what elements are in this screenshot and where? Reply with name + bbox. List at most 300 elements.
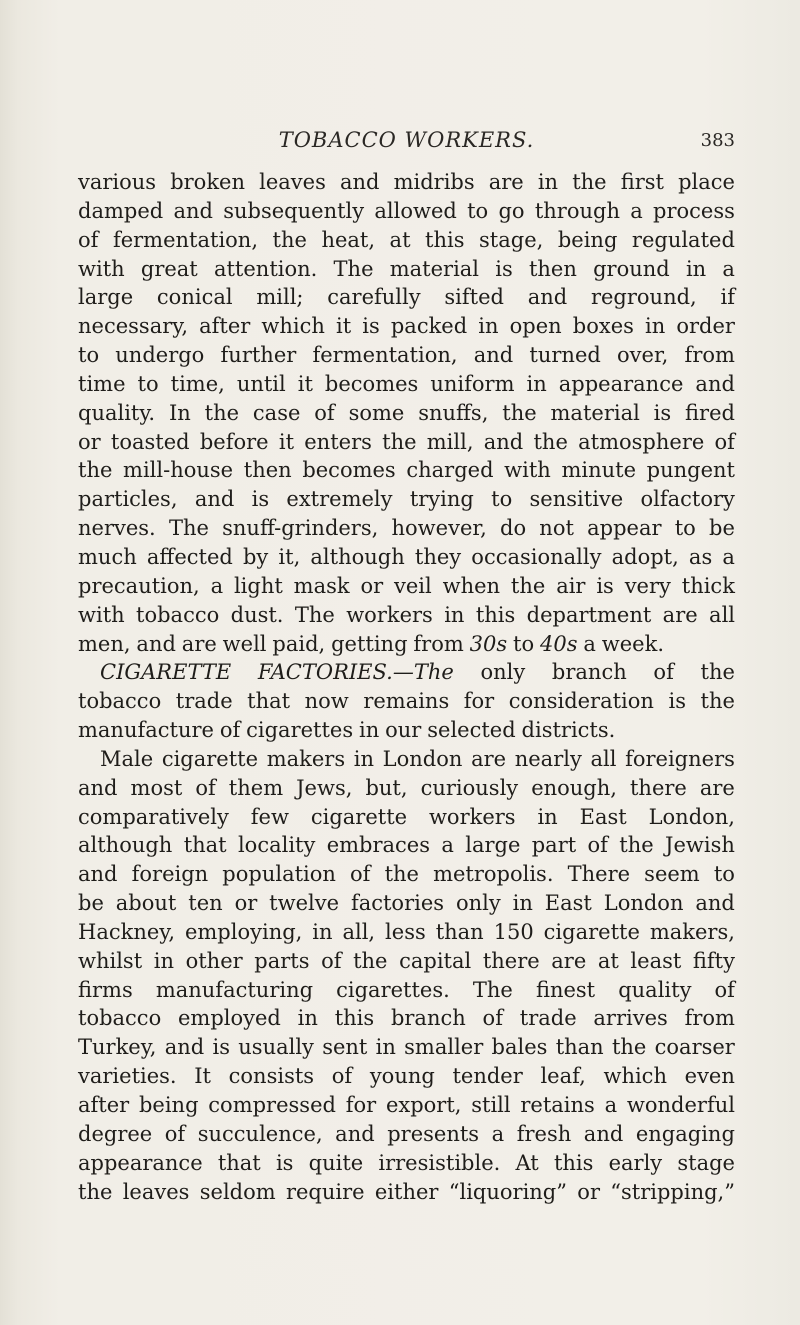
word: stage, (479, 227, 544, 252)
word: however, (391, 516, 487, 541)
word: open (509, 314, 562, 339)
word: a (583, 631, 596, 656)
word: employing, (184, 919, 303, 944)
word: quite (308, 1150, 364, 1175)
word: workers (346, 602, 433, 627)
word: tender (452, 1064, 523, 1089)
word: with (504, 458, 551, 483)
word: at (597, 948, 619, 973)
word: this (553, 1150, 594, 1175)
word: of (714, 429, 735, 454)
word: “stripping,” (610, 1179, 735, 1204)
word: irresistible. (378, 1150, 501, 1175)
word: trade (175, 689, 233, 714)
word: employed (178, 1006, 281, 1031)
word: olfactory (640, 487, 735, 512)
text-line (78, 774, 735, 803)
word: remains (363, 689, 450, 714)
word: after (78, 1093, 130, 1117)
word: finest (535, 977, 596, 1002)
word: men, (78, 631, 131, 656)
page-header (78, 128, 735, 160)
word: from (413, 631, 464, 656)
word: cigarette (161, 746, 259, 771)
word: much (78, 544, 137, 569)
text-line (78, 976, 735, 1005)
word: are (551, 948, 587, 973)
word: veil (394, 573, 432, 598)
word: occasionally (471, 544, 602, 569)
word: with (78, 602, 125, 627)
word: air (556, 573, 586, 598)
word: the (510, 573, 546, 598)
word: the (78, 1179, 113, 1204)
word: curiously (420, 775, 519, 800)
word: seem (644, 862, 700, 887)
text-line (78, 803, 735, 832)
word: the (700, 689, 735, 714)
word: is (653, 400, 672, 425)
word: a (604, 1093, 618, 1117)
word: and (695, 891, 735, 916)
word: fermentation, (112, 227, 258, 252)
word: The (168, 516, 209, 541)
text-line (78, 543, 735, 572)
word: but, (365, 775, 408, 800)
word: of (350, 862, 371, 887)
word: is (212, 1035, 231, 1060)
word: in (444, 602, 465, 627)
word: subsequently (223, 198, 365, 223)
word: nearly (514, 746, 582, 771)
word: either (374, 1179, 439, 1204)
word: fermentation, (312, 343, 458, 368)
word: paid, (272, 631, 326, 656)
word: mill; (256, 285, 304, 310)
word: pungent (646, 458, 735, 483)
word: in (153, 948, 174, 973)
word: and (473, 343, 514, 368)
text-line (78, 572, 735, 601)
word: are (181, 631, 217, 656)
word: first (620, 170, 664, 194)
word: selected (427, 718, 516, 743)
word: to (674, 516, 696, 541)
word: Hackney, (78, 919, 176, 944)
word: to (78, 343, 100, 368)
word: the (502, 400, 537, 425)
word: in (312, 919, 333, 944)
word: all, (342, 919, 376, 944)
word: necessary, (78, 314, 189, 339)
word: in (375, 1035, 396, 1060)
text-line (78, 456, 735, 485)
word: East (579, 804, 627, 829)
word: tobacco (78, 689, 162, 714)
word: The (294, 602, 335, 627)
word: to (467, 198, 489, 223)
word: tobacco (78, 1006, 162, 1031)
word: material (550, 400, 640, 425)
word: Jews, (296, 775, 353, 800)
word: fifty (692, 948, 735, 973)
word: 40s (539, 631, 578, 656)
word: capital (399, 948, 472, 973)
text-line (78, 197, 735, 226)
word: adopt, (611, 544, 679, 569)
word: to (491, 487, 513, 512)
word: other (185, 948, 243, 973)
word: consideration (508, 689, 654, 714)
word: usually (238, 1035, 314, 1060)
word: our (385, 718, 422, 743)
word: It (194, 1064, 211, 1089)
text-line (78, 1004, 735, 1033)
word: reground, (590, 285, 697, 310)
word: boxes (572, 314, 634, 339)
word: turned (529, 343, 601, 368)
word: place (678, 170, 735, 194)
word: the (353, 948, 388, 973)
word: bales (491, 1035, 548, 1060)
word: about (115, 891, 177, 916)
word: that (183, 833, 227, 858)
word: only (480, 660, 526, 685)
word: the (611, 1035, 647, 1060)
word: this (475, 602, 516, 627)
word: the (204, 400, 240, 425)
word: large (78, 285, 134, 310)
word: fired (685, 400, 735, 425)
word: in (645, 314, 666, 339)
word: retains (520, 1093, 595, 1117)
word: ten (188, 891, 223, 916)
word: if (720, 285, 735, 310)
word: to (137, 371, 159, 396)
word: makers (266, 746, 346, 771)
text-line (78, 716, 735, 745)
word: in (685, 256, 707, 281)
word: cigarettes (246, 718, 354, 743)
word: some (348, 400, 405, 425)
word: do (500, 516, 527, 541)
running-title: TOBACCO WORKERS. (278, 128, 535, 152)
word: least (630, 948, 682, 973)
word: degree (78, 1121, 153, 1146)
word: less (385, 919, 426, 944)
word: damped (78, 198, 164, 223)
word: are (488, 170, 524, 194)
word: at (389, 227, 411, 252)
word: There (567, 862, 631, 887)
word: time, (170, 371, 225, 396)
word: branch (390, 1006, 466, 1031)
word: trade (519, 1006, 577, 1031)
word: quality (618, 977, 692, 1002)
word: of (78, 227, 99, 252)
word: snuff-grinders, (222, 516, 379, 541)
word: all (709, 602, 735, 627)
word: coarser (654, 1035, 735, 1060)
word: part (531, 833, 577, 858)
word: Jewish (665, 833, 735, 858)
word: toasted (110, 429, 190, 454)
word: of (653, 660, 674, 685)
word: through (534, 198, 620, 223)
word: mill-house (123, 458, 234, 483)
word: 150 (493, 919, 534, 944)
word: of (164, 1121, 186, 1146)
word: and (695, 371, 735, 396)
word: presents (387, 1121, 480, 1146)
word: fresh (516, 1121, 572, 1146)
word: large (465, 833, 521, 858)
word: now (304, 689, 349, 714)
text-line (78, 918, 735, 947)
word: consists (228, 1064, 315, 1089)
word: quality. (78, 400, 156, 425)
word: until (236, 371, 286, 396)
word: than (555, 1035, 604, 1060)
word: in (297, 1006, 318, 1031)
word: than (435, 919, 484, 944)
word: 30s (469, 631, 508, 656)
word: from (684, 343, 735, 368)
word: branch (551, 660, 627, 685)
word: CIGARETTE (100, 660, 232, 685)
word: of (321, 948, 342, 973)
word: it, (278, 544, 301, 569)
word: compressed (208, 1093, 336, 1117)
word: manufacturing (155, 977, 314, 1002)
word: in (478, 314, 499, 339)
word: and (335, 1121, 375, 1146)
word: over, (617, 343, 669, 368)
text-line (78, 687, 735, 716)
word: getting (331, 631, 408, 656)
word: midribs (393, 170, 475, 194)
word: a (441, 833, 454, 858)
word: London, (648, 804, 735, 829)
word: cigarette (310, 804, 408, 829)
word: and (173, 198, 213, 223)
word: only (455, 891, 501, 916)
word: atmosphere (578, 429, 705, 454)
word: this (334, 1006, 375, 1031)
word: in (537, 170, 559, 194)
word: succulence, (197, 1121, 323, 1146)
word: districts. (521, 718, 616, 743)
word: snuffs, (418, 400, 489, 425)
word: dust. (230, 602, 284, 627)
word: for (463, 689, 495, 714)
word: from (684, 1006, 735, 1031)
word: a (722, 544, 735, 569)
text-line (78, 485, 735, 514)
word: of (219, 718, 241, 743)
word: leaf, (540, 1064, 586, 1089)
word: broken (170, 170, 246, 194)
word: in (526, 371, 547, 396)
word: The (472, 977, 513, 1002)
word: be (709, 516, 735, 541)
word: of (482, 1006, 503, 1031)
word: becomes (302, 458, 396, 483)
text-line (78, 1149, 735, 1178)
word: are (471, 746, 507, 771)
word: it (297, 371, 313, 396)
word: or (78, 429, 101, 454)
word: twelve (269, 891, 340, 916)
text-line (78, 255, 735, 284)
word: and (78, 862, 118, 887)
word: before (199, 429, 269, 454)
word: sent (322, 1035, 368, 1060)
word: engaging (635, 1121, 735, 1146)
word: in (359, 718, 380, 743)
word: light (233, 573, 283, 598)
word: makers, (649, 919, 735, 944)
word: workers (428, 804, 516, 829)
word: regulated (631, 227, 735, 252)
word: varieties. (78, 1064, 177, 1089)
word: case (252, 400, 301, 425)
word: department (526, 602, 652, 627)
word: mill, (426, 429, 474, 454)
word: sifted (444, 285, 504, 310)
word: great (140, 256, 198, 281)
word: nerves. (78, 516, 156, 541)
word: is (596, 573, 614, 598)
word: to (513, 631, 535, 656)
word: cigarette (543, 919, 640, 944)
word: then (243, 458, 292, 483)
text-line (78, 341, 735, 370)
word: it (278, 429, 295, 454)
word: and (527, 285, 568, 310)
text-line (78, 283, 735, 312)
word: metropolis. (433, 862, 554, 887)
word: although (78, 833, 173, 858)
word: and (194, 487, 235, 512)
word: which (261, 314, 325, 339)
word: material (389, 256, 480, 281)
text-line (78, 1062, 735, 1091)
word: to (713, 862, 735, 887)
word: there (482, 948, 540, 973)
text-line (78, 658, 735, 687)
word: the (384, 862, 419, 887)
word: of (587, 833, 608, 858)
text-line (78, 312, 735, 341)
word: uniform (430, 371, 515, 396)
text-line (78, 745, 735, 774)
word: enough, (531, 775, 617, 800)
word: “liquoring” (448, 1179, 567, 1204)
word: ground (593, 256, 670, 281)
word: or (234, 891, 258, 916)
body-text (78, 168, 735, 1206)
word: foreign (131, 862, 209, 887)
word: is (362, 314, 380, 339)
word: a (630, 198, 643, 223)
word: week. (601, 631, 664, 656)
word: is (495, 256, 513, 281)
word: even (684, 1064, 735, 1089)
text-line (78, 226, 735, 255)
word: when (442, 573, 501, 598)
word: them (228, 775, 284, 800)
word: trying (409, 487, 474, 512)
word: is (275, 1150, 294, 1175)
word: still (471, 1093, 511, 1117)
word: go (498, 198, 525, 223)
word: be (78, 891, 104, 916)
word: that (217, 1150, 261, 1175)
word: in (537, 804, 558, 829)
word: process (653, 198, 735, 223)
word: various (78, 170, 157, 194)
word: a (491, 1121, 505, 1146)
word: after (199, 314, 251, 339)
word: then (528, 256, 577, 281)
word: being (138, 1093, 199, 1117)
word: time (78, 371, 126, 396)
word: undergo (115, 343, 205, 368)
word: order (676, 314, 735, 339)
word: although (310, 544, 405, 569)
word: that (247, 689, 291, 714)
word: by (242, 544, 269, 569)
word: smaller (404, 1035, 484, 1060)
text-line (78, 889, 735, 918)
word: with (78, 256, 125, 281)
word: and (583, 1121, 624, 1146)
word: most (130, 775, 183, 800)
word: in (512, 891, 533, 916)
word: or (577, 1179, 600, 1204)
word: for (345, 1093, 377, 1117)
text-line (78, 1091, 735, 1120)
text-line (78, 514, 735, 543)
word: In (168, 400, 191, 425)
text-line (78, 370, 735, 399)
word: very (624, 573, 671, 598)
text-line (78, 1178, 735, 1207)
word: and (136, 631, 176, 656)
word: wonderful (626, 1093, 735, 1117)
word: precaution, (78, 573, 200, 598)
word: conical (156, 285, 233, 310)
word: whilst (78, 948, 143, 973)
word: this (425, 227, 465, 252)
word: early (608, 1150, 663, 1175)
word: minute (561, 458, 637, 483)
word: carefully (327, 285, 421, 310)
text-line (78, 399, 735, 428)
word: and (483, 429, 524, 454)
word: FACTORIES.—The (257, 660, 454, 685)
word: in (353, 746, 375, 771)
word: being (557, 227, 618, 252)
word: well (222, 631, 267, 656)
word: require (285, 1179, 365, 1204)
page-number: 383 (700, 130, 735, 151)
word: of (314, 400, 335, 425)
word: thick (681, 573, 735, 598)
word: the (533, 429, 568, 454)
word: population (222, 862, 336, 887)
